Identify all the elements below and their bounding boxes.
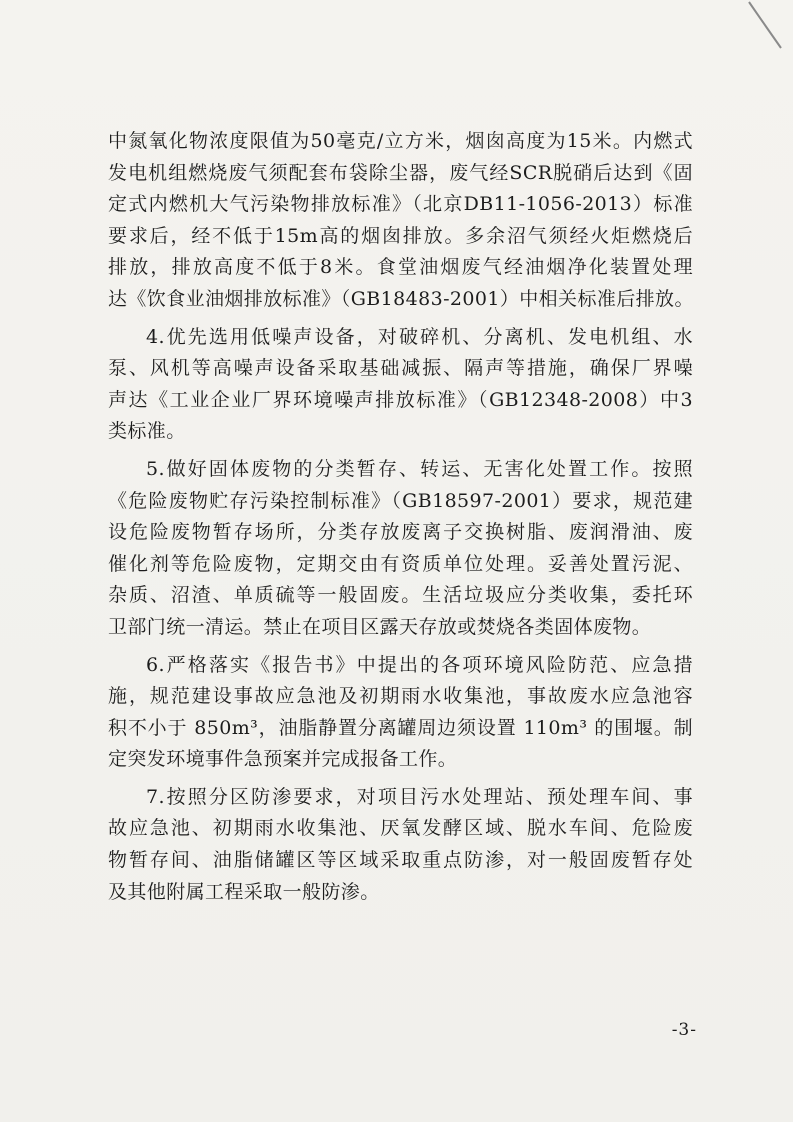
text-line: 及其他附属工程采取一般防渗。	[108, 880, 380, 903]
text-line: 泵、风机等高噪声设备采取基础减振、隔声等措施，确保厂界噪	[108, 357, 693, 380]
text-line: 排放，排放高度不低于8米。食堂油烟废气经油烟净化装置处理	[108, 256, 693, 279]
text-line: 7.按照分区防渗要求，对项目污水处理站、预处理车间、事	[146, 785, 693, 808]
scan-corner-mark	[745, 0, 785, 50]
text-line: 卫部门统一清运。禁止在项目区露天存放或焚烧各类固体废物。	[108, 615, 652, 638]
text-line: 达《饮食业油烟排放标准》（GB18483-2001）中相关标准后排放。	[108, 287, 694, 310]
text-line: 定突发环境事件急预案并完成报备工作。	[108, 748, 458, 771]
text-line: 6.严格落实《报告书》中提出的各项环境风险防范、应急措	[146, 653, 693, 676]
paragraph-solid-waste	[108, 454, 693, 644]
text-line: 4.优先选用低噪声设备，对破碎机、分离机、发电机组、水	[146, 325, 693, 348]
text-line: 定式内燃机大气污染物排放标准》（北京DB11-1056-2013）标准	[108, 193, 693, 216]
text-line: 施，规范建设事故应急池及初期雨水收集池，事故废水应急池容	[108, 685, 693, 708]
document-body	[108, 126, 693, 908]
text-line: 故应急池、初期雨水收集池、厌氧发酵区域、脱水车间、危险废	[108, 817, 693, 840]
paragraph-seepage-prevention	[108, 782, 693, 908]
text-line: 《危险废物贮存污染控制标准》（GB18597-2001）要求，规范建	[108, 489, 693, 512]
text-line: 要求后，经不低于15m高的烟囱排放。多余沼气须经火炬燃烧后	[108, 224, 693, 247]
paragraph-noise-control	[108, 322, 693, 448]
text-line: 声达《工业企业厂界环境噪声排放标准》（GB12348-2008）中3	[108, 388, 693, 411]
text-line: 中氮氧化物浓度限值为50毫克/立方米，烟囱高度为15米。内燃式	[108, 130, 693, 152]
paragraph-emission-limits	[108, 126, 693, 316]
text-line: 5.做好固体废物的分类暂存、转运、无害化处置工作。按照	[146, 457, 693, 480]
text-line: 发电机组燃烧废气须配套布袋除尘器，废气经SCR脱硝后达到《固	[108, 161, 693, 184]
text-line: 类标准。	[108, 420, 186, 443]
text-line: 杂质、沼渣、单质硫等一般固废。生活垃圾应分类收集，委托环	[108, 584, 693, 607]
page-number: -3-	[671, 1020, 697, 1040]
text-line: 物暂存间、油脂储罐区等区域采取重点防渗，对一般固废暂存处	[108, 849, 693, 872]
text-line: 积不小于 850m³，油脂静置分离罐周边须设置 110m³ 的围堰。制	[108, 716, 693, 739]
text-line: 设危险废物暂存场所，分类存放废离子交换树脂、废润滑油、废	[108, 521, 693, 544]
paragraph-risk-prevention	[108, 650, 693, 776]
text-line: 催化剂等危险废物，定期交由有资质单位处理。妥善处置污泥、	[108, 552, 693, 575]
